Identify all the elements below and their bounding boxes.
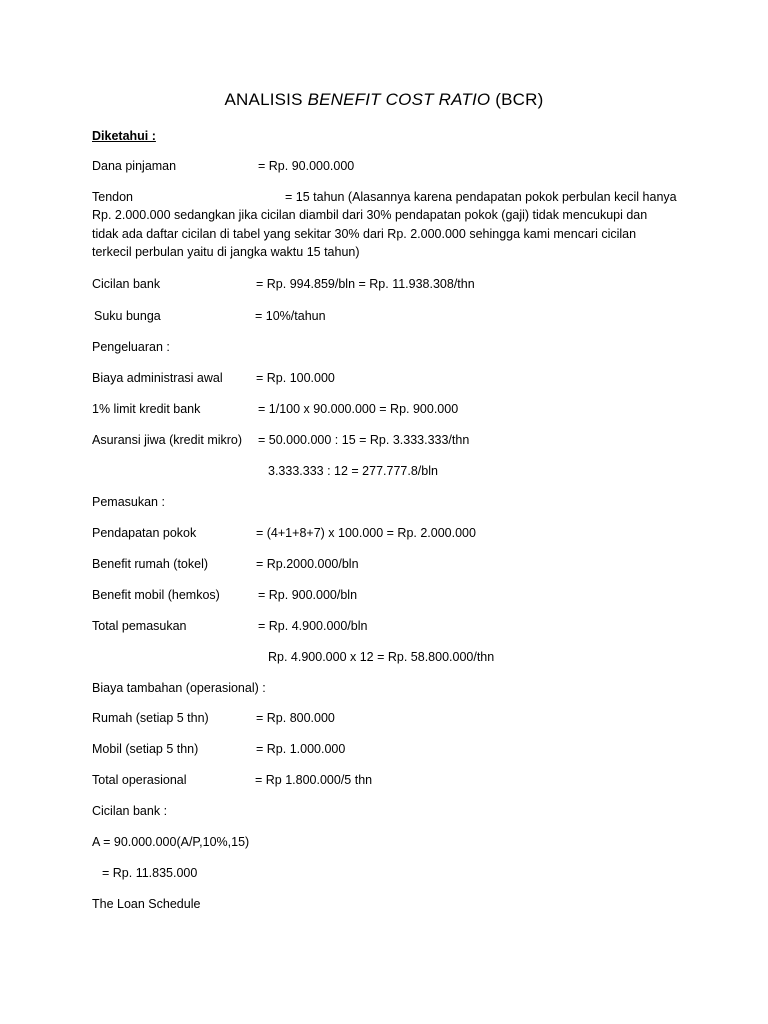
value-benefit-rumah: = Rp.2000.000/bln <box>256 557 359 571</box>
heading-diketahui: Diketahui : <box>92 129 156 143</box>
label-biaya-admin: Biaya administrasi awal <box>92 371 223 385</box>
label-mobil: Mobil (setiap 5 thn) <box>92 742 199 756</box>
label-rumah: Rumah (setiap 5 thn) <box>92 711 209 725</box>
value-rumah: = Rp. 800.000 <box>256 711 335 725</box>
value-total-pemasukan: = Rp. 4.900.000/bln <box>258 619 368 633</box>
value-cicilan-bank: = Rp. 994.859/bln = Rp. 11.938.308/thn <box>256 277 475 291</box>
label-tendon: Tendon <box>92 190 134 204</box>
value-pendapatan: = (4+1+8+7) x 100.000 = Rp. 2.000.000 <box>256 526 476 540</box>
formula-annuity: A = 90.000.000(A/P,10%,15) <box>92 835 250 849</box>
value-limit-kredit: = 1/100 x 90.000.000 = Rp. 900.000 <box>258 402 459 416</box>
heading-pemasukan: Pemasukan : <box>92 495 165 509</box>
heading-loan-schedule: The Loan Schedule <box>92 897 201 911</box>
label-suku-bunga: Suku bunga <box>94 309 161 323</box>
heading-cicilan-bank: Cicilan bank : <box>92 804 168 818</box>
document-title <box>0 90 768 110</box>
value-asuransi: = 50.000.000 : 15 = Rp. 3.333.333/thn <box>258 433 470 447</box>
total-pemasukan-line-2: Rp. 4.900.000 x 12 = Rp. 58.800.000/thn <box>268 650 495 664</box>
title-italic: BENEFIT COST RATIO <box>307 90 491 109</box>
tendon-line-3: tidak ada daftar cicilan di tabel yang sekitar 30% dari Rp. 2.000.000 sehingga kami mencari cicilan <box>92 227 637 241</box>
title-prefix: ANALISIS <box>224 90 308 109</box>
label-dana-pinjaman: Dana pinjaman <box>92 159 177 173</box>
value-benefit-mobil: = Rp. 900.000/bln <box>258 588 358 602</box>
value-biaya-admin: = Rp. 100.000 <box>256 371 335 385</box>
value-mobil: = Rp. 1.000.000 <box>256 742 346 756</box>
value-dana-pinjaman: = Rp. 90.000.000 <box>258 159 355 173</box>
label-limit-kredit: 1% limit kredit bank <box>92 402 201 416</box>
formula-result: = Rp. 11.835.000 <box>102 866 198 880</box>
tendon-line-4: terkecil perbulan yaitu di jangka waktu 15 tahun) <box>92 245 360 259</box>
label-asuransi: Asuransi jiwa (kredit mikro) <box>92 433 243 447</box>
value-total-operasional: = Rp 1.800.000/5 thn <box>255 773 373 787</box>
label-total-operasional: Total operasional <box>92 773 187 787</box>
label-benefit-mobil: Benefit mobil (hemkos) <box>92 588 220 602</box>
asuransi-line-2: 3.333.333 : 12 = 277.777.8/bln <box>268 464 438 478</box>
value-suku-bunga: = 10%/tahun <box>255 309 326 323</box>
heading-biaya-tambahan: Biaya tambahan (operasional) : <box>92 681 266 695</box>
value-tendon: = 15 tahun (Alasannya karena pendapatan pokok perbulan kecil hanya <box>285 190 677 204</box>
title-suffix: (BCR) <box>490 90 544 109</box>
label-total-pemasukan: Total pemasukan <box>92 619 187 633</box>
label-pendapatan: Pendapatan pokok <box>92 526 197 540</box>
label-benefit-rumah: Benefit rumah (tokel) <box>92 557 209 571</box>
heading-pengeluaran: Pengeluaran : <box>92 340 170 354</box>
label-cicilan-bank: Cicilan bank <box>92 277 161 291</box>
tendon-line-2: Rp. 2.000.000 sedangkan jika cicilan diambil dari 30% pendapatan pokok (gaji) tidak mencukupi dan <box>92 208 648 222</box>
